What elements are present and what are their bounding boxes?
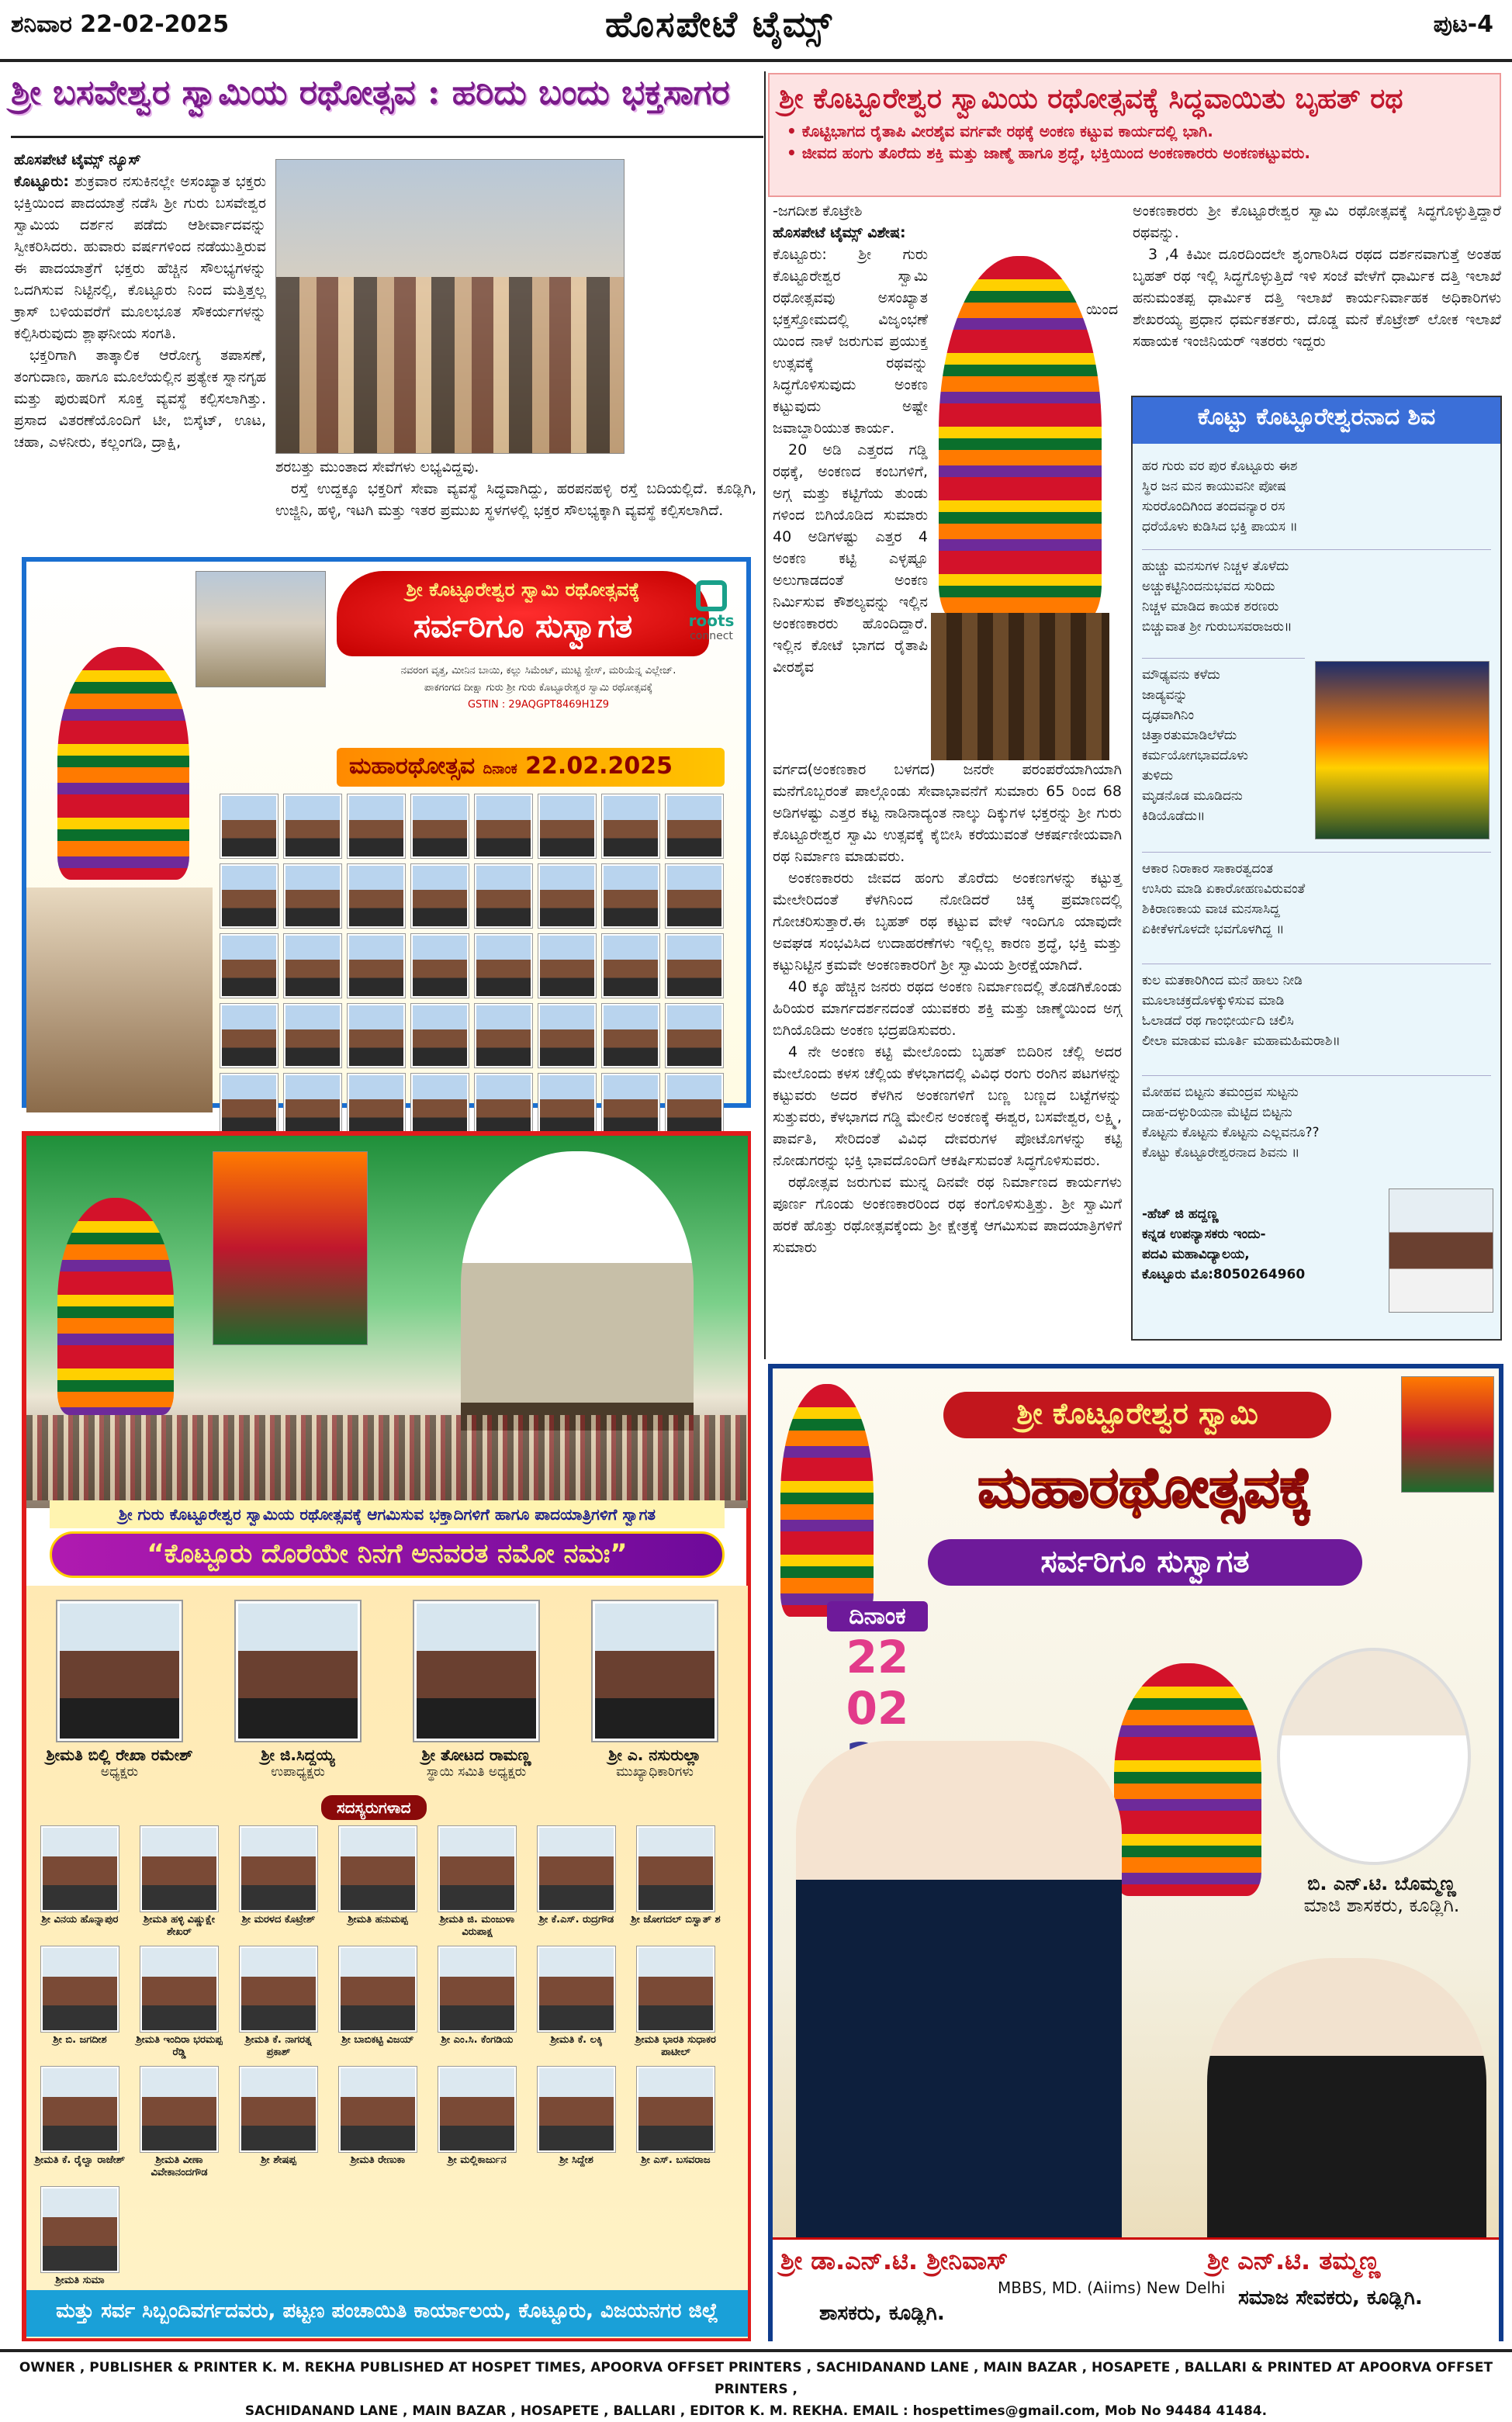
avatar	[475, 794, 532, 858]
chariot-image	[1114, 1663, 1261, 1896]
avatar	[348, 794, 405, 858]
avatar	[41, 1826, 119, 1912]
member-card: ಶ್ರೀಮತಿ ಜಿ. ಮಂಜುಳಾ ವಿರುಪಾಕ್ಷ	[431, 1826, 523, 1939]
person2-name: ಬಿ. ಎನ್.ಟಿ. ಬೊಮ್ಮಣ್ಣ	[1307, 1873, 1456, 1894]
avatar	[339, 1826, 417, 1912]
avatar	[637, 1826, 714, 1912]
roots-connect-logo: roots connect	[678, 577, 745, 647]
avatar	[666, 794, 723, 858]
ad2-people	[26, 1586, 748, 2338]
story1-headline-box	[11, 73, 763, 138]
avatar	[602, 864, 659, 928]
member-card: ಶ್ರೀ ಬಾಬಿಕಟ್ಟಿ ವಿಜಯ್	[332, 1946, 424, 2059]
maharathotsava-ad	[768, 1364, 1503, 2341]
story1-byline: ಹೊಸಪೇಟೆ ಟೈಮ್ಸ್ ನ್ಯೂಸ್	[14, 151, 141, 168]
person1-role: ಶಾಸಕರು, ಕೂಡ್ಲಿಗಿ.	[819, 2302, 945, 2325]
deity-image	[213, 1151, 368, 1345]
ad1-date-label: ದಿನಾಂಕ	[483, 761, 517, 777]
avatar	[593, 1601, 717, 1741]
avatar	[348, 1004, 405, 1067]
avatar	[220, 794, 278, 858]
leader-card: ಶ್ರೀಮತಿ ಬಿಲ್ಲಿ ರೇಖಾ ರಮೇಶ್ ಅಧ್ಯಕ್ಷರು	[42, 1601, 197, 1780]
person2-role: ಮಾಜಿ ಶಾಸಕರು, ಕೂಡ್ಲಿಗಿ.	[1303, 1894, 1460, 1916]
avatar	[538, 1826, 615, 1912]
avatar	[602, 1004, 659, 1067]
ad3-date-label: ದಿನಾಂಕ	[827, 1601, 928, 1631]
poem-stanza-2: ಹುಚ್ಚು ಮನಸುಗಳ ನಿಚ್ಚಳ ತೊಳೆದು ಅಚ್ಚುಕಟ್ಟಿನಿಂದನುಭವದ ಸುರಿದು ನಿಚ್ಚಳ ಮಾಡಿದ ಕಾಯಕ ಶರಣರು ಬಿಚ್ಚುವಾತ ಶ್ರೀ ಗುರುಬಸವರಾಜರು॥	[1142, 549, 1491, 637]
masthead	[0, 0, 1512, 62]
story1-headline: ಶ್ರೀ ಬಸವೇಶ್ವರ ಸ್ವಾಮಿಯ ರಥೋತ್ಸವ : ಹರಿದು ಬಂದು ಭಕ್ತಸಾಗರ	[11, 73, 730, 112]
roots-logo-icon	[696, 580, 727, 611]
avatar	[475, 1004, 532, 1067]
deity-image	[1401, 1376, 1494, 1493]
avatar	[666, 1004, 723, 1067]
avatar	[637, 1946, 714, 2032]
member-card: ಶ್ರೀ ಶೇಷಪ್ಪ	[233, 2067, 324, 2179]
avatar	[140, 2067, 218, 2152]
member-card: ಶ್ರೀ ಬಿ. ಜಗದೀಶ	[34, 1946, 126, 2059]
story1-para3: ಶರಬತ್ತು ಮುಂತಾದ ಸೇವೆಗಳು ಲಭ್ಯವಿದ್ದವು.	[275, 458, 479, 476]
ad1-info	[337, 663, 740, 714]
avatar	[140, 1946, 218, 2032]
story1-para4: ರಸ್ತೆ ಉದ್ದಕ್ಕೂ ಭಕ್ತರಿಗೆ ಸೇವಾ ವ್ಯವಸ್ಥೆ ಸಿದ್ಧವಾಗಿದ್ದು, ಹರಪನಹಳ್ಳಿ ರಸ್ತೆ ಬದಿಯಲ್ಲಿದೆ. ಕೂಡ್ಲಿಗಿ, ಉಜ್ಜಿನಿ, ಹಳ್ಳಿ, ಇಟಗಿ ಮತ್ತು ಇತರ ಪ್ರಮುಖ ಸ್ಥಳಗಳಲ್ಲಿ ಭಕ್ತರ ಸೌಲಭ್ಯಕ್ಕಾಗಿ ವ್ಯವಸ್ಥೆ ಕಲ್ಪಿಸಲಾಗಿದೆ.	[275, 480, 756, 519]
avatar	[666, 934, 723, 998]
member-card: ಶ್ರೀಮತಿ ಸುಮಾ	[34, 2187, 126, 2287]
members-label: ಸದಸ್ಯರುಗಳಾದ	[321, 1795, 427, 1820]
story2-right-para1: ಅಂಕಣಕಾರರು ಶ್ರೀ ಕೊಟ್ಟೂರೇಶ್ವರ ಸ್ವಾಮಿ ರಥೋತ್ಸವಕ್ಕೆ ಸಿದ್ಧಗೊಳ್ಳುತ್ತಿದ್ದಾರೆ ರಥವನ್ನು.	[1133, 202, 1501, 241]
avatar	[236, 1601, 360, 1741]
ad3-title-line3: ಸರ್ವರಿಗೂ ಸುಸ್ವಾಗತ	[928, 1539, 1362, 1586]
avatar	[41, 2187, 119, 2272]
story2-author: -ಜಗದೀಶ ಕೊಟ್ರೇಶಿ	[773, 202, 863, 220]
avatar	[220, 934, 278, 998]
member-card: ಶ್ರೀಮತಿ ಭಾರತಿ ಸುಧಾಕರ ಪಾಟೀಲ್	[630, 1946, 721, 2059]
avatar	[666, 1074, 723, 1137]
chariot-image	[780, 1384, 874, 1617]
avatar	[475, 864, 532, 928]
ad3-date-month: 02	[846, 1682, 909, 1735]
story2-subhead-1: • ಕೊಟ್ಟಿಭಾಗದ ರೈತಾಪಿ ವೀರಶೈವ ವರ್ಗವೇ ರಥಕ್ಕೆ ಅಂಕಣ ಕಟ್ಟುವ ಕಾರ್ಯದಲ್ಲಿ ಭಾಗಿ.	[787, 122, 1213, 140]
story2-byline: ಹೊಸಪೇಟೆ ಟೈಮ್ಸ್ ವಿಶೇಷ:	[773, 224, 906, 241]
person2-caption	[1269, 1873, 1494, 1916]
poem-box	[1131, 396, 1502, 1341]
member-card: ಶ್ರೀ ಕೆ.ಎಸ್. ರುದ್ರಗೌಡ	[531, 1826, 622, 1939]
person3-photo	[1207, 1958, 1486, 2237]
chariot-photo	[931, 209, 1109, 760]
page-number: ಪುಟ-4	[1433, 11, 1493, 38]
deity-image	[195, 571, 326, 687]
avatar	[414, 1601, 538, 1741]
story2-right-para2: 3 ,4 ಕಿಮೀ ದೂರದಿಂದಲೇ ಶೃಂಗಾರಿಸಿದ ರಥದ ದರ್ಶನವಾಗುತ್ತೆ ಅಂತಹ ಬೃಹತ್ ರಥ ಇಲ್ಲಿ ಸಿದ್ಧಗೊಳ್ಳುತ್ತಿದೆ ಇಳಿ ಸಂಜೆ ವೇಳೆಗೆ ಧಾರ್ಮಿಕ ದತ್ತಿ ಇಲಾಖೆ ಹನುಮಂತಪ್ಪ ಧಾರ್ಮಿಕ ದತ್ತಿ ಇಲಾಖೆ ಕಾರ್ಯನಿರ್ವಾಹಕ ಅಧಿಕಾರಿಗಳು ಶೇಖರಯ್ಯ ಪ್ರಧಾನ ಧರ್ಮಕರ್ತರು, ದೊಡ್ಡ ಮನೆ ಕೊಟ್ರೇಶ್ ಲೋಕ ಇಲಾಖೆ ಸಹಾಯಕ ಇಂಜಿನಿಯರ್ ಇತರರು ಇದ್ದರು	[1133, 246, 1501, 350]
avatar	[220, 1004, 278, 1067]
imprint-line1: OWNER , PUBLISHER & PRINTER K. M. REKHA PUBLISHED AT HOSPET TIMES, APOORVA OFFSET PRINTERS , SACHIDANAND LANE , MAIN BAZAR , HOSAPETE , BALLARI & PRINTED AT APOORVA OFFSET PRINTERS ,	[19, 2360, 1493, 2397]
avatar	[411, 1074, 469, 1137]
avatar	[284, 934, 341, 998]
story1-photo	[275, 159, 625, 454]
avatar	[411, 1004, 469, 1067]
poem-author: -ಹೆಚ್ ಜಿ ಹದ್ದಣ್ಣ ಕನ್ನಡ ಉಪನ್ಯಾಸಕರು ಇಂದು- ಪದವಿ ಮಹಾವಿದ್ಯಾಲಯ, ಕೊಟ್ಟೂರು ಮೊ:8050264960	[1142, 1206, 1306, 1282]
chariot-image	[57, 647, 189, 880]
avatar	[666, 864, 723, 928]
member-card: ಶ್ರೀಮತಿ ಕೆ. ನಾಗರತ್ನ ಪ್ರಕಾಶ್	[233, 1946, 324, 2059]
member-card: ಶ್ರೀ ಎಸ್. ಬಸವರಾಜ	[630, 2067, 721, 2179]
story2-column-b	[773, 759, 1122, 1258]
avatar	[602, 934, 659, 998]
story2-intro: ಕೊಟ್ಟೂರು: ಶ್ರೀ ಗುರು ಕೊಟ್ಟೂರೇಶ್ವರ ಸ್ವಾಮಿ ರಥೋತ್ಸವವು ಅಸಂಖ್ಯಾತ ಭಕ್ತಸ್ತೋಮದಲ್ಲಿ ವಿಜೃಂಭಣೆ ಯಿಂದ ನಾಳೆ ಜರುಗುವ ಪ್ರಯುಕ್ತ ಉತ್ಸವಕ್ಕೆ ರಥವನ್ನು ಸಿದ್ಧಗೊಳಿಸುವುದು ಅಂಕಣ ಕಟ್ಟುವುದು ಅಷ್ಟೇ ಜವಾಬ್ದಾರಿಯುತ ಕಾರ್ಯ.	[773, 246, 928, 437]
person3-name: ಶ್ರೀ ಎನ್.ಟಿ. ತಮ್ಮಣ್ಣ	[1207, 2246, 1381, 2275]
avatar	[339, 1946, 417, 2032]
avatar	[438, 1826, 516, 1912]
story1-dateline: ಕೊಟ್ಟೂರು:	[14, 173, 70, 190]
avatar	[475, 934, 532, 998]
avatar	[240, 1826, 317, 1912]
column-divider	[764, 71, 766, 1359]
member-card: ಶ್ರೀ ಎಂ.ಸಿ. ಕೆಂಗಡಿಯ	[431, 1946, 523, 2059]
rathotsava-welcome-ad	[22, 557, 751, 1108]
imprint-line2: SACHIDANAND LANE , MAIN BAZAR , HOSAPETE , BALLARI , EDITOR K. M. REKHA. EMAIL : hospettimes@gmail.com, Mob No 94484 41484.	[244, 2403, 1268, 2419]
avatar	[438, 1946, 516, 2032]
member-card: ಶ್ರೀಮತಿ ರೇಣುಕಾ	[332, 2067, 424, 2179]
story2-headline: ಶ್ರೀ ಕೊಟ್ಟೂರೇಶ್ವರ ಸ್ವಾಮಿಯ ರಥೋತ್ಸವಕ್ಕೆ ಸಿದ್ಧವಾಯಿತು ಬೃಹತ್ ರಥ	[779, 82, 1403, 115]
leader-card: ಶ್ರೀ ಜಿ.ಸಿದ್ದಯ್ಯ ಉಪಾಧ್ಯಕ್ಷರು	[220, 1601, 375, 1780]
story2-para4: ಅಂಕಣಕಾರರು ಜೀವದ ಹಂಗು ತೊರೆದು ಅಂಕಣಗಳನ್ನು ಕಟ್ಟುತ್ತ ಮೇಲೇರಿದಂತೆ ಕೆಳಗಿನಿಂದ ನೋಡಿದರೆ ಚಿಕ್ಕ ಪ್ರಮಾಣದಲ್ಲಿ ಗೋಚರಿಸುತ್ತಾರೆ.ಈ ಬೃಹತ್ ರಥ ಕಟ್ಟುವ ವೇಳೆ ಇಂದಿಗೂ ಯಾವುದೇ ಅವಘಡ ಸಂಭವಿಸಿದ ಉದಾಹರಣೆಗಳು ಇಲ್ಲಿಲ್ಲ ಕಾರಣ ಶ್ರದ್ಧೆ, ಭಕ್ತಿ ಮತ್ತು ಕಟ್ಟುನಿಟ್ಟಿನ ಕ್ರಮವೇ ಅಂಕಣಕಾರರಿಗೆ ಶ್ರೀ ಸ್ವಾಮಿಯ ಶ್ರೀರಕ್ಷೆಯಾಗಿದೆ.	[773, 870, 1122, 974]
member-card: ಶ್ರೀ ವಿನಯ ಹೊನ್ನಾಪುರ	[34, 1826, 126, 1939]
avatar	[538, 794, 596, 858]
member-card: ಶ್ರೀಮತಿ ಹಳ್ಳಿ ವಿಷ್ಣುಕ್ಷೇ ಶೇಖರ್	[133, 1826, 225, 1939]
leader-card: ಶ್ರೀ ತೋಟದ ರಾಮಣ್ಣ ಸ್ಥಾಯಿ ಸಮಿತಿ ಅಧ್ಯಕ್ಷರು	[399, 1601, 554, 1780]
avatar	[538, 1946, 615, 2032]
leader-card: ಶ್ರೀ ಎ. ನಸುರುಲ್ಲಾ ಮುಖ್ಯಾಧಿಕಾರಿಗಳು	[577, 1601, 732, 1780]
avatar	[348, 1074, 405, 1137]
ad1-mahar-banner	[337, 748, 725, 787]
chariot-image	[57, 1198, 174, 1415]
member-card: ಶ್ರೀಮತಿ ಕೆ. ಲಕ್ಕಿ	[531, 1946, 622, 2059]
avatar	[41, 2067, 119, 2152]
story2-para5: 40 ಕ್ಕೂ ಹೆಚ್ಚಿನ ಜನರು ರಥದ ಅಂಕಣ ನಿರ್ಮಾಣದಲ್ಲಿ ತೊಡಗಿಕೊಂಡು ಹಿರಿಯರ ಮಾರ್ಗದರ್ಶನದಂತೆ ಯುವಕರು ಶಕ್ತಿ ಮತ್ತು ಜಾಣ್ಮೆಯಿಂದ ಅಗ್ಗ ಬಿಗಿಯೊಡಿದು ಅಂಕಣ ಭದ್ರಪಡಿಸುವರು.	[773, 978, 1122, 1039]
avatar	[411, 794, 469, 858]
avatar	[602, 1074, 659, 1137]
poem-stanza-4: ಆಕಾರ ನಿರಾಕಾರ ಸಾಕಾರತ್ವದಂತ ಉಸಿರು ಮಾಡಿ ಏಕಾರೋಹಣವಿರುವಂತೆ ಶಿಕಿರಾಣಕಾಯ ವಾಚ ಮನಸಾಸಿದ್ದ ಏಕೀಕೆಳಗೊಳದೇ ಭವಗೊಳಗಿದ್ದ ॥	[1142, 852, 1491, 939]
member-card: ಶ್ರೀ ಸಿದ್ದೇಶ	[531, 2067, 622, 2179]
avatar	[140, 1826, 218, 1912]
story2-column-a	[773, 200, 928, 678]
chariot-image	[939, 256, 1102, 621]
deity-image	[1315, 661, 1490, 839]
ad1-mahar-title: ಮಹಾರಥೋತ್ಸವ	[349, 753, 476, 780]
imprint-footer	[0, 2349, 1512, 2419]
avatar	[538, 934, 596, 998]
member-card: ಶ್ರೀ ಮಲ್ಲಿಕಾರ್ಜುನ	[431, 2067, 523, 2179]
avatar	[284, 864, 341, 928]
crowd-image	[26, 887, 213, 1112]
story2-para6: 4 ನೇ ಅಂಕಣ ಕಟ್ಟಿ ಮೇಲೊಂದು ಬೃಹತ್ ಬಿದಿರಿನ ಚೆಲ್ಲಿ ಅದರ ಮೇಲೊಂದು ಕಳಸ ಚೆಲ್ಲಿಯ ಕೆಳಭಾಗದಲ್ಲಿ ವಿವಿಧ ರಂಗು ರಂಗಿನ ಪಟಗಳನ್ನು ಕಟ್ಟುವರು ಅದರ ಕೆಳಗಿನ ಅಂಕಣಗಳಿಗೆ ಬಣ್ಣ ಬಣ್ಣದ ಬಟ್ಟೆಗಳನ್ನು ಸುತ್ತುವರು, ಕೆಳಭಾಗದ ಗಡ್ಡಿ ಮೇಲಿನ ಅಂಕಣಕ್ಕೆ ಈಶ್ವರ, ಬಸವೇಶ್ವರ, ಲಕ್ಷ್ಮಿ, ಪಾರ್ವತಿ, ಸೇರಿದಂತೆ ವಿವಿಧ ದೇವರುಗಳ ಪೋಟೊಗಳನ್ನು ಕಟ್ಟಿ ನೋಡುಗರನ್ನು ಭಕ್ತಿ ಭಾವದೊಂದಿಗೆ ಆಕರ್ಷಿಸುವಂತೆ ಸಿದ್ಧಗೊಳಿಸುವರು.	[773, 1043, 1122, 1169]
poem-stanza-6: ಮೋಹವ ಬಿಟ್ಟನು ತಮಂದ್ರವ ಸುಟ್ಟನು ದಾಹ-ದಳ್ಳುರಿಯನಾ ಮೆಟ್ಟಿದ ಬಿಟ್ಟನು ಕೊಟ್ಟನು ಕೊಟ್ಟನು ಕೊಟ್ಟನು ಎಲ್ಲವನೂ?? ಕೊಟ್ಟು ಕೊಟ್ಟೂರೇಶ್ವರನಾದ ಶಿವನು ॥	[1142, 1075, 1491, 1163]
ad1-header-line2: ಸರ್ವರಿಗೂ ಸುಸ್ವಾಗತ	[413, 607, 633, 645]
story2-para2: 20 ಅಡಿ ಎತ್ತರದ ಗಡ್ಡಿ ರಥಕ್ಕೆ, ಅಂಕಣದ ಕಂಬಗಳಿಗೆ, ಅಗ್ಗ ಮತ್ತು ಕಟ್ಟಿಗೆಯ ತುಂಡು ಗಳಿಂದ ಬಿಗಿಯೊಡಿದ ಸುಮಾರು 40 ಅಡಿಗಳಷ್ಟು ಎತ್ತರ 4 ಅಂಕಣ ಕಟ್ಟಿ ಎಳ್ಳಷ್ಟೂ ಅಲುಗಾಡದಂತೆ ಅಂಕಣ ನಿರ್ಮಿಸುವ ಕೌಶಲ್ಯವನ್ನು ಇಲ್ಲಿನ ಅಂಕಣಕಾರರು ಹೊಂದಿದ್ದಾರೆ. ಇಲ್ಲಿನ ಕೋಟೆ ಭಾಗದ ರೈತಾಪಿ ವೀರಶೈವ	[773, 441, 928, 676]
member-card: ಶ್ರೀ ಮರಳದ ಕೊಟ್ರೇಶ್	[233, 1826, 324, 1939]
person3-role: ಸಮಾಜ ಸೇವಕರು, ಕೂಡ್ಲಿಗಿ.	[1238, 2286, 1423, 2310]
ad1-info-line2: ಪಾಕಗಂಗದ ದೀಕ್ಷಾ ಗುರು ಶ್ರೀ ಗುರು ಕೊಟ್ಟೂರೇಶ್ವರ ಸ್ವಾಮಿ ರಥೋತ್ಸವಕ್ಕೆ	[424, 682, 653, 694]
avatar	[284, 1004, 341, 1067]
story2-mid-word: ಯಿಂದ	[1086, 301, 1119, 318]
ad1-info-line1: ನವರಂಗ ವೃತ್ತ, ಮೀನಿನ ಬಾಯಿ, ಕಲ್ಲು ಸಿಮೆಂಟ್, ಮುಟ್ಟಿ ಸ್ಪೇಸ್, ಮರಿಯೆನ್ನ ವಿಲ್ಲೇಜ್.	[400, 665, 676, 676]
avatar	[438, 2067, 516, 2152]
avatar	[411, 934, 469, 998]
avatar	[538, 2067, 615, 2152]
avatar	[538, 1074, 596, 1137]
avatar	[284, 1074, 341, 1137]
avatar	[348, 934, 405, 998]
members-grid	[34, 1826, 740, 2287]
avatar	[538, 1004, 596, 1067]
ad1-date: 22.02.2025	[525, 753, 673, 780]
town-panchayat-ad	[22, 1131, 751, 2341]
ad3-footer	[773, 2237, 1499, 2341]
member-card: ಶ್ರೀಮತಿ ಇಂದಿರಾ ಭರಮಪ್ಪ ರೆಡ್ಡಿ	[133, 1946, 225, 2059]
ad1-header	[337, 571, 709, 656]
poem-stanza-3: ಮೌಢ್ಯವನು ಕಳೆದು ಜಾಡ್ಯವನ್ನು ದೃಢವಾಗಿನಿಂ ಚಿತ್ತಾರತುಮಾಡಿಲೆಳೆದು ಕರ್ಮಯೋಗಭಾವದೊಳು ತುಳಿದು ಮೃಡನೊಡ ಮೂಡಿದನು ಕಿಡಿಯೊಡೆದು॥	[1142, 658, 1305, 826]
ad2-slogan: “ಕೊಟ್ಟೂರು ದೊರೆಯೇ ನಿನಗೆ ಅನವರತ ನಮೋ ನಮಃ”	[50, 1531, 725, 1578]
ad1-header-line1: ಶ್ರೀ ಕೊಟ್ಟೂರೇಶ್ವರ ಸ್ವಾಮಿ ರಥೋತ್ಸವಕ್ಕೆ	[406, 579, 640, 600]
ad2-welcome-text: ಶ್ರೀ ಗುರು ಕೊಟ್ಟೂರೇಶ್ವರ ಸ್ವಾಮಿಯ ರಥೋತ್ಸವಕ್ಕೆ ಆಗಮಿಸುವ ಭಕ್ತಾದಿಗಳಿಗೆ ಹಾಗೂ ಪಾದಯಾತ್ರಿಗಳಿಗೆ ಸ್ವಾಗತ	[50, 1500, 725, 1528]
avatar	[240, 1946, 317, 2032]
author-avatar	[1389, 1189, 1493, 1313]
avatar	[348, 864, 405, 928]
avatar	[602, 794, 659, 858]
person1-photo	[796, 1741, 1122, 2237]
poem-stanza-1: ಹರ ಗುರು ವರ ಪುರ ಕೊಟ್ಟೂರು ಈಶ ಸ್ಥಿರ ಜನ ಮನ ಕಾಯುವನೀ ಪೋಷ ಸುರರೊಂದಿಗಿಂದ ತಂದವನ್ಯಾರ ರಸ ಧರೆಯೊಳು ಕುಡಿಸಿದ ಭಕ್ತಿ ಪಾಯಸ ॥	[1142, 458, 1298, 535]
ad3-title-line2: ಮಹಾರಥೋತ್ಸವಕ್ಕೆ	[977, 1454, 1313, 1520]
avatar	[637, 2067, 714, 2152]
poem-stanza-5: ಕುಲ ಮತಕಾರಿಗಿಂದ ಮನೆ ಹಾಲು ನೀಡಿ ಮೂಲಾಚಕ್ರದೊಳಕ್ಕುಳಿಸುವ ಮಾಡಿ ಓಲಾಡದೆ ರಥ ಗಾಂಭೀರ್ಯದಿ ಚಲಿಸಿ ಲೀಲಾ ಮಾಡುವ ಮೂರ್ತಿ ಮಹಾಮಹಿಮರಾಶಿ॥	[1142, 964, 1491, 1051]
avatar	[57, 1601, 182, 1741]
story2-para7: ರಥೋತ್ಸವ ಜರುಗುವ ಮುನ್ನ ದಿನವೇ ರಥ ನಿರ್ಮಾಣದ ಕಾರ್ಯಗಳು ಪೂರ್ಣ ಗೊಂಡು ಅಂಕಣಕಾರರಿಂದ ರಥ ಕಂಗೊಳಿಸುತ್ತಿತ್ತು. ಶ್ರೀ ಸ್ವಾಮಿಗೆ ಹರಕೆ ಹೊತ್ತು ರಥೋತ್ಸವಕ್ಕೆಂದು ಶ್ರೀ ಕ್ಷೇತ್ರಕ್ಕೆ ಆಗಮಿಸುವ ಪಾದಯಾತ್ರಿಗಳಿಗೆ ಸುಮಾರು	[773, 1174, 1122, 1256]
ad3-date-day: 22	[846, 1631, 909, 1683]
member-card: ಶ್ರೀಮತಿ ವೀಣಾ ವಿವೇಕಾನಂದಗೌಡ	[133, 2067, 225, 2179]
issue-date: ಶನಿವಾರ 22-02-2025	[11, 11, 230, 38]
story2-para3: ವರ್ಗದ(ಅಂಕಣಕಾರ ಬಳಗದ) ಜನರೇ ಪರಂಪರೆಯಾಗಿಯಾಗಿ ಮನೆಗೊಬ್ಬರಂತೆ ಪಾಲ್ಗೊಂಡು ಸೇವಾಭಾವನೆಗೆ ಸುಮಾರು 65 ರಿಂದ 68 ಅಡಿಗಳಷ್ಟು ಎತ್ತರ ಕಟ್ಟ ನಾಡಿನಾದ್ಯಂತ ನಾಲ್ಕು ದಿಕ್ಕುಗಳ ಭಕ್ತರನ್ನು ಶ್ರೀ ಗುರು ಕೊಟ್ಟೂರೇಶ್ವರ ಸ್ವಾಮಿ ಉತ್ಸವಕ್ಕೆ ಕೈಬೀಸಿ ಕರೆಯುವಂತೆ ಆಕರ್ಷಣೀಯವಾಗಿ ರಥ ನಿರ್ಮಾಣ ಮಾಡುವರು.	[773, 761, 1122, 865]
person1-degree: MBBS, MD. (Aiims) New Delhi	[998, 2278, 1226, 2297]
avatar	[284, 794, 341, 858]
crowd-image	[26, 1415, 748, 1500]
story2-subhead-2: • ಜೀವದ ಹಂಗು ತೊರೆದು ಶಕ್ತಿ ಮತ್ತು ಜಾಣ್ಮೆ ಹಾಗೂ ಶ್ರದ್ಧೆ, ಭಕ್ತಿಯಿಂದ ಅಂಕಣಕಾರರು ಅಂಕಣಕಟ್ಟುವರು.	[787, 144, 1311, 162]
story2-column-right	[1133, 200, 1501, 352]
chariot-base	[931, 613, 1109, 760]
avatar	[41, 1946, 119, 2032]
ad1-gstin: GSTIN : 29AQGPT8469H1Z9	[467, 699, 610, 711]
avatar	[220, 1074, 278, 1137]
member-card: ಶ್ರೀಮತಿ ಹನುಮಪ್ಪ	[332, 1826, 424, 1939]
temple-image	[461, 1151, 694, 1431]
avatar	[220, 864, 278, 928]
ad1-photo-grid	[220, 794, 732, 1137]
story1-para2: ಭಕ್ತರಿಗಾಗಿ ತಾತ್ಕಾಲಿಕ ಆರೋಗ್ಯ ತಪಾಸಣೆ, ತಂಗುದಾಣ, ಹಾಗೂ ಮೂಲೆಯಲ್ಲಿನ ಪ್ರತ್ಯೇಕ ಸ್ನಾನಗೃಹ ಮತ್ತು ಪುರುಷರಿಗೆ ಸೂಕ್ತ ವ್ಯವಸ್ಥೆ ಕಲ್ಪಿಸಲಾಗಿತ್ತು. ಪ್ರಸಾದ ವಿತರಣೆಯೊಂದಿಗೆ ಟೀ, ಬಿಸ್ಕೆಟ್, ಊಟ, ಚಹಾ, ಎಳನೀರು, ಕಲ್ಲಂಗಡಿ, ದ್ರಾಕ್ಷಿ,	[14, 347, 266, 451]
avatar	[475, 1074, 532, 1137]
ad2-footer: ಮತ್ತು ಸರ್ವ ಸಿಬ್ಬಂದಿವರ್ಗದವರು, ಪಟ್ಟಣ ಪಂಚಾಯಿತಿ ಕಾರ್ಯಾಲಯ, ಕೊಟ್ಟೂರು, ವಿಜಯನಗರ ಜಿಲ್ಲೆ	[26, 2290, 748, 2337]
ad3-title-line1: ಶ್ರೀ ಕೊಟ್ಟೂರೇಶ್ವರ ಸ್ವಾಮಿ	[943, 1392, 1331, 1438]
poem-title: ಕೊಟ್ಟು ಕೊಟ್ಟೂರೇಶ್ವರನಾದ ಶಿವ	[1133, 397, 1500, 444]
story1-column-a	[14, 149, 266, 453]
newspaper-title: ಹೊಸಪೇಟೆ ಟೈಮ್ಸ್	[605, 3, 833, 45]
avatar	[339, 2067, 417, 2152]
avatar	[538, 864, 596, 928]
person1-name: ಶ್ರೀ ಡಾ.ಎನ್.ಟಿ. ಶ್ರೀನಿವಾಸ್	[780, 2246, 1009, 2275]
avatar	[240, 2067, 317, 2152]
person2-photo	[1277, 1648, 1471, 1865]
story1-column-b	[275, 456, 756, 521]
story2-headline-box	[768, 73, 1501, 197]
story1-para1: ಶುಕ್ರವಾರ ನಸುಕಿನಲ್ಲೇ ಅಸಂಖ್ಯಾತ ಭಕ್ತರು ಭಕ್ತಿಯಿಂದ ಪಾದಯಾತ್ರೆ ನಡೆಸಿ ಶ್ರೀ ಗುರು ಬಸವೇಶ್ವರ ಸ್ವಾಮಿಯ ದರ್ಶನ ಪಡೆದು ಆಶೀರ್ವಾದವನ್ನು ಸ್ವೀಕರಿಸಿದರು. ಹುವಾರು ವರ್ಷಗಳಿಂದ ನಡೆಯುತ್ತಿರುವ ಈ ಪಾದಯಾತ್ರೆಗೆ ಭಕ್ತರು ಹೆಚ್ಚಿನ ಸೌಲಭ್ಯಗಳನ್ನು ಒದಗಿಸುವ ನಿಟ್ಟಿನಲ್ಲಿ, ಕೊಟ್ಟೂರು ನಿಂದ ಮತ್ತಿತ್ತಲ್ಲ ಕ್ರಾಸ್ ಬಳಿಯವರೆಗೆ ಮೂಲಭೂತ ಸೌಕರ್ಯಗಳನ್ನು ಕಲ್ಪಿಸಿರುವುದು ಶ್ಲಾಘನೀಯ ಸಂಗತಿ.	[14, 173, 267, 342]
member-card: ಶ್ರೀಮತಿ ಕೆ. ರೈಲ್ವಾ ರಾಜೇಶ್	[34, 2067, 126, 2179]
avatar	[411, 864, 469, 928]
member-card: ಶ್ರೀ ಜೋಗದಲ್ ಬಿಸ್ವಾತ್ ಶ	[630, 1826, 721, 1939]
